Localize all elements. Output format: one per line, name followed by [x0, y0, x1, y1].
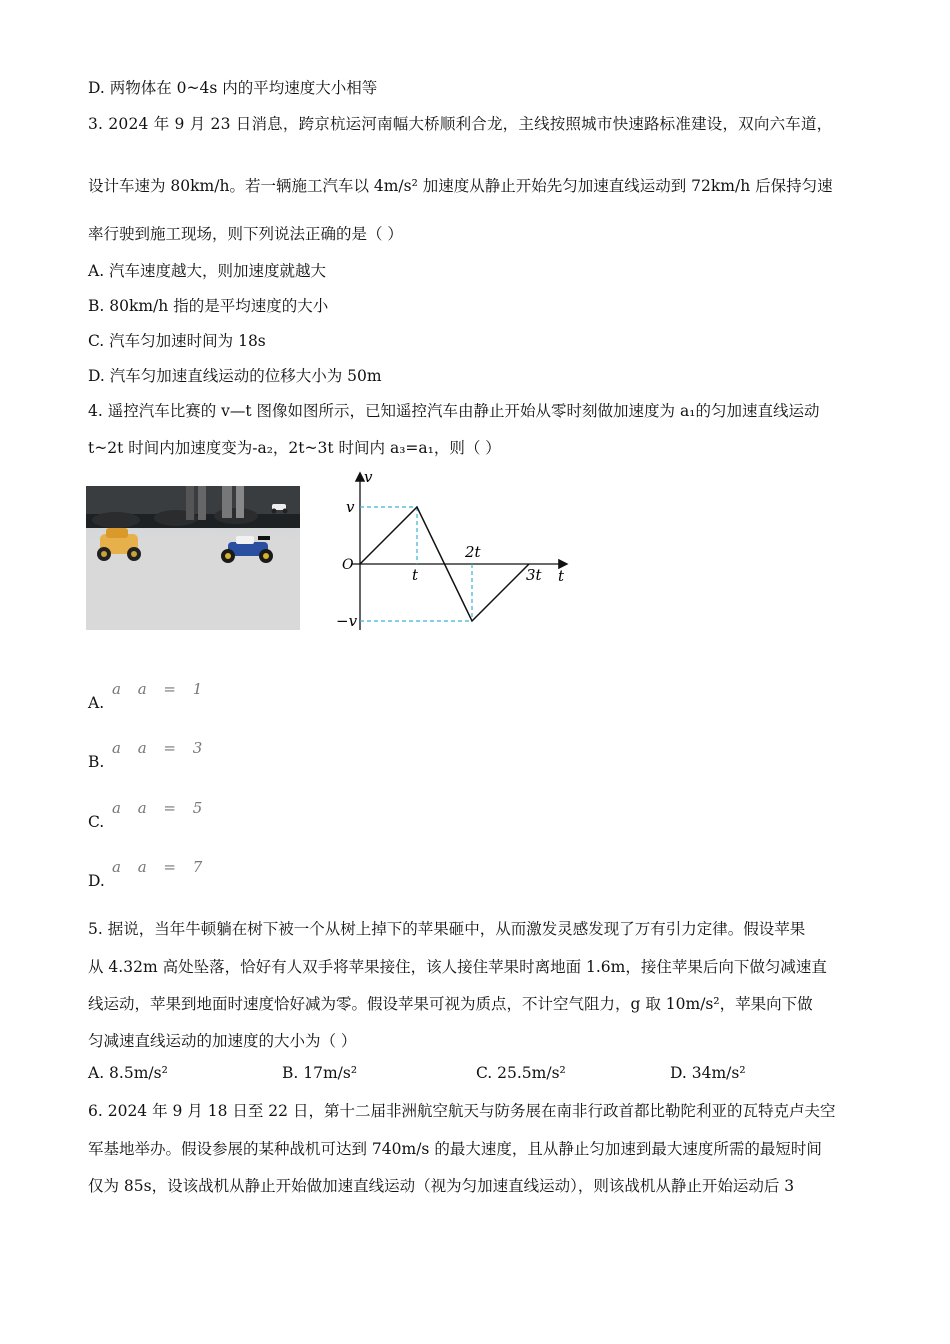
- q5-option-a: A. 8.5m/s²: [88, 1064, 168, 1082]
- q5-option-d: D. 34m/s²: [670, 1064, 746, 1082]
- t1-tick-label: t: [412, 566, 419, 584]
- line-q3-stem-2: 设计车速为 80km/h。若一辆施工汽车以 4m/s² 加速度从静止开始先匀加速直线运动到 72km/h 后保持匀速: [88, 177, 833, 195]
- q4-option-b-expr: a a = 3: [112, 739, 209, 757]
- q3-option-a: A. 汽车速度越大，则加速度就越大: [88, 262, 327, 280]
- line-q5-stem-1: 5. 据说，当年牛顿躺在树下被一个从树上掉下的苹果砸中，从而激发灵感发现了万有引力定律。假设苹果: [88, 920, 806, 938]
- line-q6-stem-1: 6. 2024 年 9 月 18 日至 22 日，第十二届非洲航空航天与防务展在南非行政首都比勒陀利亚的瓦特克卢夫空: [88, 1102, 836, 1120]
- line-q4-stem-2: t~2t 时间内加速度变为-a₂，2t~3t 时间内 a₃=a₁，则（ ）: [88, 439, 501, 457]
- line-q5-stem-3: 线运动，苹果到地面时速度恰好减为零。假设苹果可视为质点，不计空气阻力，g 取 10m/s²，苹果向下做: [88, 995, 813, 1013]
- rc-car-photo-image: [86, 486, 300, 630]
- q4-option-c-expr: a a = 5: [112, 799, 209, 817]
- line-q6-stem-3: 仅为 85s，设该战机从静止开始做加速直线运动（视为匀加速直线运动），则该战机从静止开始运动后 3: [88, 1177, 795, 1195]
- q4-option-a-expr: a a = 1: [112, 680, 209, 698]
- line-q5-stem-2: 从 4.32m 高处坠落，恰好有人双手将苹果接住，该人接住苹果时离地面 1.6m，接住苹果后向下做匀减速直: [88, 958, 827, 976]
- origin-label: O: [342, 557, 354, 573]
- q3-option-b: B. 80km/h 指的是平均速度的大小: [88, 297, 329, 315]
- q4-option-d-label: D.: [88, 872, 105, 890]
- vt-graph: [322, 466, 582, 642]
- q4-option-d-expr: a a = 7: [112, 858, 209, 876]
- line-q2-option-d: D. 两物体在 0~4s 内的平均速度大小相等: [88, 79, 378, 97]
- q4-option-b-label: B.: [88, 753, 105, 771]
- line-q5-stem-4: 匀减速直线运动的加速度的大小为（ ）: [88, 1032, 357, 1050]
- q3-option-d: D. 汽车匀加速直线运动的位移大小为 50m: [88, 367, 382, 385]
- v-axis-label: v: [364, 468, 373, 486]
- rc-car-photo: [86, 486, 300, 630]
- t-axis-label: t: [558, 567, 565, 585]
- v-tick-label: v: [346, 498, 355, 516]
- line-q6-stem-2: 军基地举办。假设参展的某种战机可达到 740m/s 的最大速度，且从静止匀加速到最大速度所需的最短时间: [88, 1140, 822, 1158]
- q5-option-b: B. 17m/s²: [282, 1064, 358, 1082]
- line-q4-stem-1: 4. 遥控汽车比赛的 v—t 图像如图所示，已知遥控汽车由静止开始从零时刻做加速度为 a₁的匀加速直线运动: [88, 402, 820, 420]
- q4-option-a-label: A.: [88, 694, 105, 712]
- line-q3-stem-3: 率行驶到施工现场，则下列说法正确的是（ ）: [88, 225, 403, 243]
- neg-v-tick-label: −v: [336, 612, 358, 630]
- q4-option-c-label: C.: [88, 813, 105, 831]
- t3-tick-label: 3t: [526, 566, 542, 584]
- t2-tick-label: 2t: [465, 543, 481, 561]
- line-q3-stem-1: 3. 2024 年 9 月 23 日消息，跨京杭运河南幅大桥顺利合龙，主线按照城市快速路标准建设，双向六车道，: [88, 115, 833, 133]
- q5-option-c: C. 25.5m/s²: [476, 1064, 566, 1082]
- q3-option-c: C. 汽车匀加速时间为 18s: [88, 332, 266, 350]
- vt-graph-svg: [322, 466, 582, 642]
